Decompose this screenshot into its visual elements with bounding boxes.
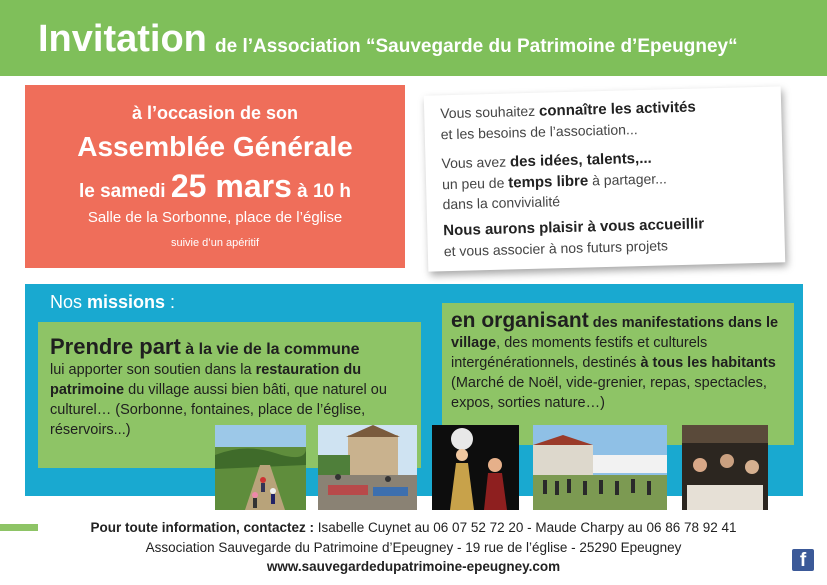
general-assembly-box	[25, 85, 405, 268]
event-date	[25, 168, 405, 205]
association-name: de l’Association “Sauvegarde du Patrimoine d’Epeugney“	[215, 36, 738, 57]
invitation-note-card	[424, 86, 785, 271]
mission-events-box	[442, 303, 794, 445]
missions-heading: Nos missions :	[50, 292, 176, 312]
occasion-text: à l’occasion de son	[131, 103, 299, 123]
festive-dinner-photo	[682, 425, 768, 510]
note-line-3: Vous avez des idées, talents,...	[441, 149, 652, 172]
note-line-5: dans la convivialité	[442, 193, 561, 213]
facebook-icon[interactable]: f	[792, 549, 814, 571]
contact-label: Pour toute information, contactez :	[90, 520, 314, 535]
date-day: 25 mars	[170, 168, 292, 204]
village-fair-photo	[533, 425, 667, 510]
flea-market-photo	[318, 425, 417, 510]
note-line-6: Nous aurons plaisir à vous accueillir	[443, 215, 705, 240]
aperitif-note: suivie d’un apéritif	[170, 237, 260, 249]
village-walk-photo	[215, 425, 306, 510]
note-line-2: et les besoins de l’association...	[440, 121, 638, 143]
invitation-title: Invitation	[38, 18, 207, 60]
mission-heritage-title: Prendre part à la vie de la commune	[50, 334, 360, 359]
event-venue: Salle de la Sorbonne, place de l’église	[87, 209, 343, 226]
note-line-7: et vous associer à nos futurs projets	[443, 237, 669, 260]
header-banner	[0, 0, 827, 76]
website-link[interactable]: www.sauvegardedupatrimoine-epeugney.com	[266, 559, 561, 574]
mission-events-text: en organisant des manifestations dans le village, des moments festifs et culturels intergénérationnels, destinés à tous les habitants (Marché de Noël, vide-grenier, repas, spectacles, expos, sorties nature…)	[451, 309, 779, 411]
date-prefix: le samedi	[78, 181, 166, 202]
note-line-4: un peu de temps libre à partager...	[441, 170, 668, 193]
contact-details: Isabelle Cuynet au 06 07 52 72 20 - Maude Charpy au 06 86 78 92 41	[313, 520, 737, 535]
mission-heritage-text: lui apporter son soutien dans la restauration du patrimoine du village aussi bien bâti, que naturel ou culturel… (Sorbonne, fontaines, place de l’église, réservoirs...)	[50, 362, 387, 438]
association-address: Association Sauvegarde du Patrimoine d’Epeugney - 19 rue de l’église - 25290 Epeugney	[145, 540, 682, 555]
contact-line	[0, 520, 827, 535]
date-time: à 10 h	[297, 181, 352, 202]
puppet-show-photo	[432, 425, 519, 510]
assembly-title: Assemblée Générale	[77, 131, 353, 162]
note-line-1: Vous souhaitez connaître les activités	[440, 98, 696, 122]
